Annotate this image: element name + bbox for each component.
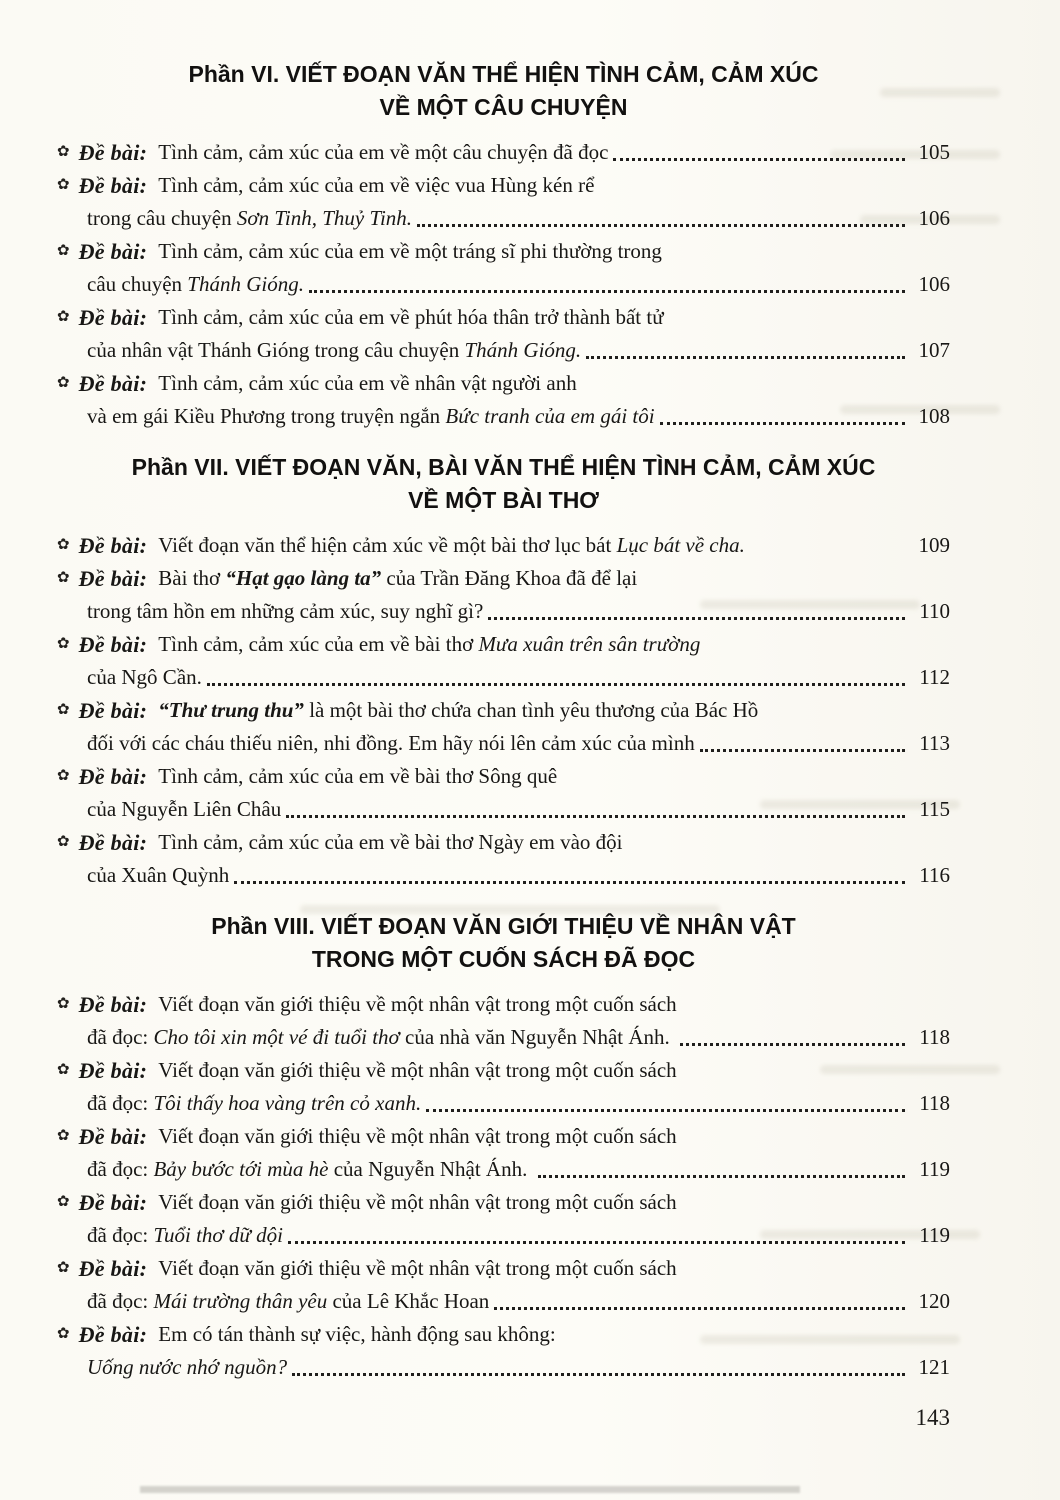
toc-entry-text	[158, 988, 676, 1021]
section-heading-line: Phần VII. VIẾT ĐOẠN VĂN, BÀI VĂN THỂ HIỆN TÌNH CẢM, CẢM XÚC	[131, 454, 876, 480]
toc-entry-text	[158, 1186, 676, 1219]
toc-entry-text-segment: “Hạt gạo làng ta”	[225, 566, 382, 590]
section-heading-line: Phần VI. VIẾT ĐOẠN VĂN THỂ HIỆN TÌNH CẢM, CẢM XÚC	[188, 61, 819, 87]
entry-page-number: 107	[918, 338, 950, 362]
de-bai-label: Đề bài:	[78, 1124, 148, 1149]
section-heading	[57, 58, 950, 124]
toc-entry-text	[158, 169, 594, 202]
toc-entry-line	[57, 988, 950, 1021]
entry-page-number: 118	[919, 1091, 950, 1115]
section-heading-line: Phần VIII. VIẾT ĐOẠN VĂN GIỚI THIỆU VỀ NHÂN VẬT	[211, 913, 796, 939]
entry-page-number: 115	[919, 797, 950, 821]
toc-entry-text-segment: Lục bát về cha.	[616, 533, 745, 557]
entry-page-number: 113	[919, 731, 950, 755]
toc-entry-text-segment: Viết đoạn văn giới thiệu về một nhân vật trong một cuốn sách	[158, 992, 677, 1016]
toc-entry-text-segment: trong tâm hồn em những cảm xúc, suy nghĩ gì?	[87, 599, 484, 623]
toc-entry-text-segment: của nhân vật Thánh Gióng trong câu chuyện	[87, 338, 465, 362]
toc-entry-line	[57, 628, 950, 661]
toc-entry-text-segment: Mưa xuân trên sân trường	[478, 632, 701, 656]
toc-entry-text	[158, 136, 608, 169]
de-bai-label: Đề bài:	[78, 305, 148, 330]
toc-entry-text-segment: Tình cảm, cảm xúc của em về một câu chuyện đã đọc	[158, 140, 609, 164]
toc-entry-text	[158, 562, 637, 595]
toc-entry-text	[158, 1252, 676, 1285]
toc-entry-text-segment: Sơn Tinh, Thuỷ Tinh.	[236, 206, 413, 230]
toc-entry-text-segment: của Nguyễn Liên Châu	[87, 797, 282, 821]
toc-entry	[57, 760, 950, 826]
flower-bullet-icon: ✿	[57, 1128, 70, 1144]
toc-entry-line	[57, 202, 950, 235]
flower-bullet-icon: ✿	[57, 177, 70, 193]
toc-entry	[57, 562, 950, 628]
toc-entry	[57, 529, 950, 562]
toc-entry-text-segment: Viết đoạn văn thể hiện cảm xúc về một bài thơ lục bát	[158, 533, 617, 557]
toc-entry-text-segment: trong câu chuyện	[87, 206, 237, 230]
toc-entry-text-segment: là một bài thơ chứa chan tình yêu thương của Bác Hồ	[303, 698, 759, 722]
flower-bullet-icon: ✿	[57, 144, 70, 160]
toc-entry-text	[158, 367, 576, 400]
toc-entry-line	[57, 1054, 950, 1087]
toc-entry	[57, 136, 950, 169]
flower-bullet-icon: ✿	[57, 1194, 70, 1210]
toc-entry-text	[87, 400, 655, 433]
toc-entry	[57, 169, 950, 235]
toc-section-3	[57, 910, 950, 1384]
toc-entry-text-segment: Tình cảm, cảm xúc của em về phút hóa thân trở thành bất tử	[158, 305, 664, 329]
toc-entry-line	[57, 136, 950, 169]
toc-entry-text-segment: Tình cảm, cảm xúc của em về bài thơ	[158, 632, 479, 656]
section-heading-line: VỀ MỘT BÀI THƠ	[408, 487, 599, 513]
flower-bullet-icon: ✿	[57, 768, 70, 784]
de-bai-label: Đề bài:	[78, 173, 148, 198]
toc-entry-text	[158, 1120, 676, 1153]
toc-entry-text	[87, 1285, 489, 1318]
de-bai-label: Đề bài:	[78, 533, 148, 558]
toc-entry-text-segment: Mái trường thân yêu	[153, 1289, 328, 1313]
entry-page-number: 121	[918, 1355, 950, 1379]
toc-entry-text-segment: Tuổi thơ dữ dội	[153, 1223, 283, 1247]
toc-entry-line	[57, 235, 950, 268]
toc-entry-line	[57, 1021, 950, 1054]
de-bai-label: Đề bài:	[78, 1058, 148, 1083]
flower-bullet-icon: ✿	[57, 1062, 70, 1078]
toc-entry	[57, 1318, 950, 1384]
toc-entry-text-segment: của Trần Đăng Khoa đã để lại	[381, 566, 638, 590]
toc-entry-line	[57, 826, 950, 859]
toc-entry-text	[158, 628, 700, 661]
de-bai-label: Đề bài:	[78, 992, 148, 1017]
entry-page-number: 109	[918, 533, 950, 557]
toc-entry-text	[87, 1351, 287, 1384]
toc-entry-text-segment: đối với các cháu thiếu niên, nhi đồng. Em hãy nói lên cảm xúc của mình	[87, 731, 695, 755]
de-bai-label: Đề bài:	[78, 239, 148, 264]
toc-entry	[57, 988, 950, 1054]
toc-entry-text-segment: đã đọc:	[87, 1025, 154, 1049]
entry-page-number: 106	[918, 206, 950, 230]
toc-entry-text-segment: Em có tán thành sự việc, hành động sau không:	[158, 1322, 556, 1346]
toc-entry	[57, 628, 950, 694]
section-heading	[57, 910, 950, 976]
toc-entry-text	[87, 334, 581, 367]
entry-page-number: 110	[919, 599, 950, 623]
de-bai-label: Đề bài:	[78, 566, 148, 591]
flower-bullet-icon: ✿	[57, 636, 70, 652]
toc-entry	[57, 235, 950, 301]
toc-entry-text-segment: “Thư trung thu”	[158, 698, 304, 722]
toc-entry-text	[158, 301, 663, 334]
toc-entry-text-segment: của nhà văn Nguyễn Nhật Ánh.	[399, 1025, 676, 1049]
toc-entry-line	[57, 1186, 950, 1219]
toc-entry-text-segment: Bức tranh của em gái tôi	[445, 404, 655, 428]
toc-entry-text-segment: Viết đoạn văn giới thiệu về một nhân vật trong một cuốn sách	[158, 1190, 677, 1214]
flower-bullet-icon: ✿	[57, 375, 70, 391]
toc-entry-text-segment: Tình cảm, cảm xúc của em về bài thơ Ngày em vào đội	[158, 830, 623, 854]
flower-bullet-icon: ✿	[57, 1260, 70, 1276]
flower-bullet-icon: ✿	[57, 537, 70, 553]
section-heading	[57, 451, 950, 517]
toc-entry	[57, 1252, 950, 1318]
toc-entry-line	[57, 727, 950, 760]
toc-entry-text-segment: Thánh Gióng.	[187, 272, 304, 296]
toc-entry-line	[57, 661, 950, 694]
toc-entry	[57, 826, 950, 892]
entry-page-number: 119	[919, 1223, 950, 1247]
toc-entry-line	[57, 1285, 950, 1318]
section-heading-line: VỀ MỘT CÂU CHUYỆN	[379, 94, 628, 120]
toc-entry-line	[57, 1153, 950, 1186]
toc-entry-line	[57, 1351, 950, 1384]
de-bai-label: Đề bài:	[78, 830, 148, 855]
flower-bullet-icon: ✿	[57, 996, 70, 1012]
toc-entry-text-segment: đã đọc:	[87, 1091, 154, 1115]
toc-entry-text-segment: Bài thơ	[158, 566, 226, 590]
toc-entry-line	[57, 760, 950, 793]
toc-entry-line	[57, 1252, 950, 1285]
toc-entry-text-segment: của Ngô Cần.	[87, 665, 202, 689]
de-bai-label: Đề bài:	[78, 140, 148, 165]
toc-entry-text	[87, 202, 412, 235]
entry-page-number: 112	[919, 665, 950, 689]
toc-entry	[57, 1054, 950, 1120]
toc-entry-text	[87, 727, 695, 760]
flower-bullet-icon: ✿	[57, 834, 70, 850]
toc-entry-text-segment: đã đọc:	[87, 1157, 154, 1181]
toc-entry-line	[57, 169, 950, 202]
toc-entry-text	[158, 694, 758, 727]
toc-entry-text-segment: đã đọc:	[87, 1289, 154, 1313]
toc-entry-text-segment: của Lê Khắc Hoan	[327, 1289, 490, 1313]
toc-entry-text	[87, 859, 229, 892]
toc-entry-line	[57, 334, 950, 367]
toc-entry	[57, 367, 950, 433]
toc-entry-text-segment: Tình cảm, cảm xúc của em về nhân vật người anh	[158, 371, 577, 395]
toc-section-1	[57, 58, 950, 433]
section-heading-line: TRONG MỘT CUỐN SÁCH ĐÃ ĐỌC	[311, 946, 696, 972]
toc-entry-text-segment: câu chuyện	[87, 272, 188, 296]
toc-entry-text-segment: Bảy bước tới mùa hè	[153, 1157, 329, 1181]
entry-page-number: 116	[919, 863, 950, 887]
de-bai-label: Đề bài:	[78, 1256, 148, 1281]
toc-entry-text	[158, 1054, 676, 1087]
toc-entry-text	[158, 826, 622, 859]
toc-entry-text-segment: Cho tôi xin một vé đi tuổi thơ	[153, 1025, 400, 1049]
flower-bullet-icon: ✿	[57, 702, 70, 718]
toc-entry-text-segment: Viết đoạn văn giới thiệu về một nhân vật trong một cuốn sách	[158, 1058, 677, 1082]
toc-entry-text-segment: đã đọc:	[87, 1223, 154, 1247]
toc-entry-text	[158, 529, 745, 562]
de-bai-label: Đề bài:	[78, 698, 148, 723]
toc	[57, 58, 950, 1384]
toc-entry-line	[57, 301, 950, 334]
toc-entry	[57, 694, 950, 760]
flower-bullet-icon: ✿	[57, 243, 70, 259]
toc-entry-text	[87, 661, 202, 694]
toc-entry-text	[87, 595, 483, 628]
toc-entry-text-segment: của Xuân Quỳnh	[87, 863, 230, 887]
toc-entry-text-segment: Tình cảm, cảm xúc của em về một tráng sĩ phi thường trong	[158, 239, 662, 263]
toc-entry-text	[87, 1087, 421, 1120]
flower-bullet-icon: ✿	[57, 1326, 70, 1342]
toc-entry-line	[57, 793, 950, 826]
toc-entry-text	[158, 760, 557, 793]
toc-entry-line	[57, 694, 950, 727]
toc-entry-line	[57, 1318, 950, 1351]
toc-entry-line	[57, 859, 950, 892]
toc-entry-text-segment: Viết đoạn văn giới thiệu về một nhân vật trong một cuốn sách	[158, 1256, 677, 1280]
toc-entry-text-segment: Tình cảm, cảm xúc của em về bài thơ Sông quê	[158, 764, 558, 788]
flower-bullet-icon: ✿	[57, 309, 70, 325]
toc-entry-text-segment: Tình cảm, cảm xúc của em về việc vua Hùng kén rể	[158, 173, 595, 197]
toc-entry-text	[87, 268, 304, 301]
de-bai-label: Đề bài:	[78, 371, 148, 396]
toc-entry-line	[57, 529, 950, 562]
toc-section-2	[57, 451, 950, 892]
toc-entry-line	[57, 400, 950, 433]
toc-entry-text	[158, 1318, 555, 1351]
de-bai-label: Đề bài:	[78, 632, 148, 657]
page-number: 143	[915, 1405, 950, 1430]
toc-entry-line	[57, 595, 950, 628]
toc-entry	[57, 1120, 950, 1186]
de-bai-label: Đề bài:	[78, 1190, 148, 1215]
de-bai-label: Đề bài:	[78, 764, 148, 789]
entry-page-number: 119	[919, 1157, 950, 1181]
entry-page-number: 118	[919, 1025, 950, 1049]
toc-entry-text-segment: Uống nước nhớ nguồn?	[87, 1355, 288, 1379]
toc-entry-line	[57, 1120, 950, 1153]
scanner-edge-shadow	[140, 1486, 800, 1493]
entry-page-number: 105	[918, 140, 950, 164]
entry-page-number: 108	[918, 404, 950, 428]
toc-entry-text	[87, 793, 281, 826]
toc-entry-line	[57, 1087, 950, 1120]
toc-entry-line	[57, 1219, 950, 1252]
entry-page-number: 106	[918, 272, 950, 296]
toc-entry-text	[87, 1219, 283, 1252]
toc-entry-text	[87, 1153, 533, 1186]
toc-entry-line	[57, 268, 950, 301]
de-bai-label: Đề bài:	[78, 1322, 148, 1347]
toc-entry-text-segment: Viết đoạn văn giới thiệu về một nhân vật trong một cuốn sách	[158, 1124, 677, 1148]
toc-entry	[57, 1186, 950, 1252]
entry-page-number: 120	[918, 1289, 950, 1313]
toc-entry-text	[87, 1021, 675, 1054]
toc-entry-line	[57, 562, 950, 595]
toc-entry-text-segment: và em gái Kiều Phương trong truyện ngắn	[87, 404, 446, 428]
toc-entry-text-segment: của Nguyễn Nhật Ánh.	[328, 1157, 533, 1181]
flower-bullet-icon: ✿	[57, 570, 70, 586]
toc-entry-text-segment: Tôi thấy hoa vàng trên cỏ xanh.	[153, 1091, 422, 1115]
toc-entry-text-segment: Thánh Gióng.	[464, 338, 582, 362]
toc-entry-line	[57, 367, 950, 400]
toc-entry	[57, 301, 950, 367]
toc-entry-text	[158, 235, 662, 268]
